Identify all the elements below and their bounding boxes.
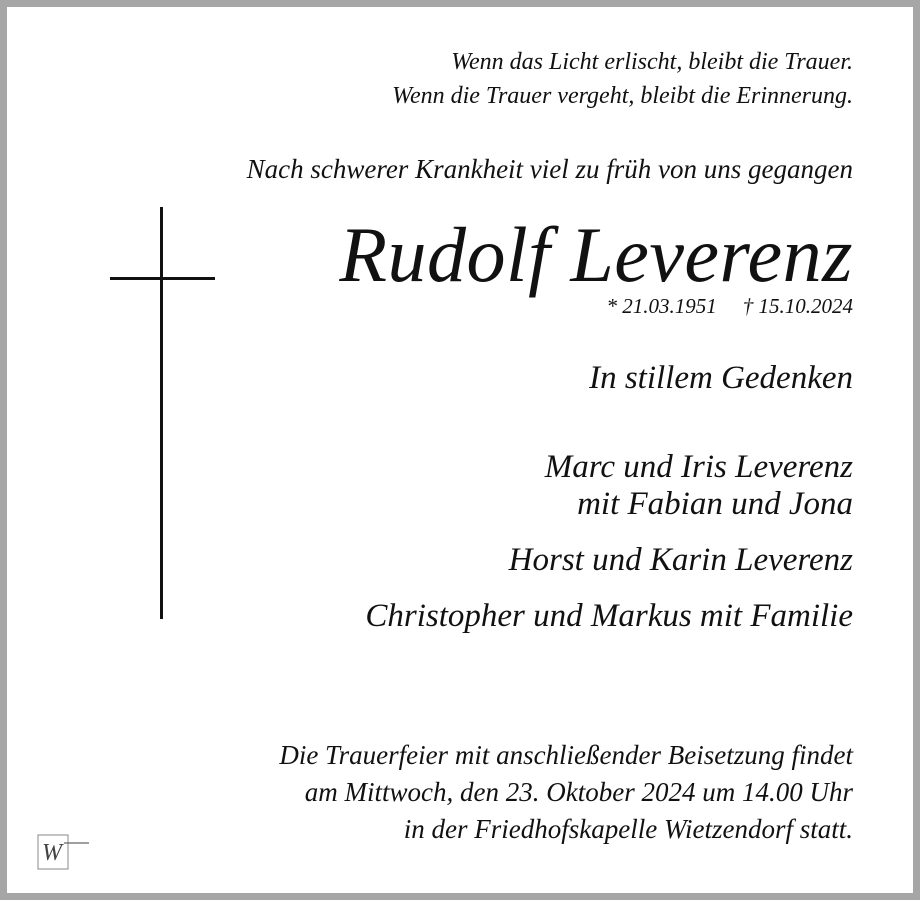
service-line-3: in der Friedhofskapelle Wietzendorf statt. (403, 814, 853, 844)
cross-icon-horizontal (110, 277, 215, 280)
logo-text: W (42, 840, 62, 866)
mourner-line: Christopher und Markus mit Familie (365, 598, 853, 634)
mourner-line: Horst und Karin Leverenz (508, 542, 853, 578)
service-line-1: Die Trauerfeier mit anschließender Beisetzung findet (279, 740, 853, 770)
service-line-2: am Mittwoch, den 23. Oktober 2024 um 14.00 Uhr (304, 777, 853, 807)
memorial-phrase: In stillem Gedenken (589, 360, 853, 396)
quote-line-1: Wenn das Licht erlischt, bleibt die Trauer. (451, 49, 853, 75)
mourner-line: Marc und Iris Leverenz (544, 449, 853, 485)
death-date: † 15.10.2024 (742, 294, 853, 318)
deceased-name: Rudolf Leverenz (339, 211, 853, 298)
life-dates (607, 294, 854, 319)
birth-date: * 21.03.1951 (606, 294, 717, 318)
quote-line-2: Wenn die Trauer vergeht, bleibt die Erinnerung. (392, 83, 853, 109)
quote (392, 45, 853, 113)
cross-icon-vertical (160, 207, 163, 619)
intro-text: Nach schwerer Krankheit viel zu früh von uns gegangen (246, 154, 853, 184)
mourner-line: mit Fabian und Jona (577, 486, 853, 522)
funeral-service-info (279, 737, 853, 848)
publisher-logo-icon (37, 834, 91, 870)
